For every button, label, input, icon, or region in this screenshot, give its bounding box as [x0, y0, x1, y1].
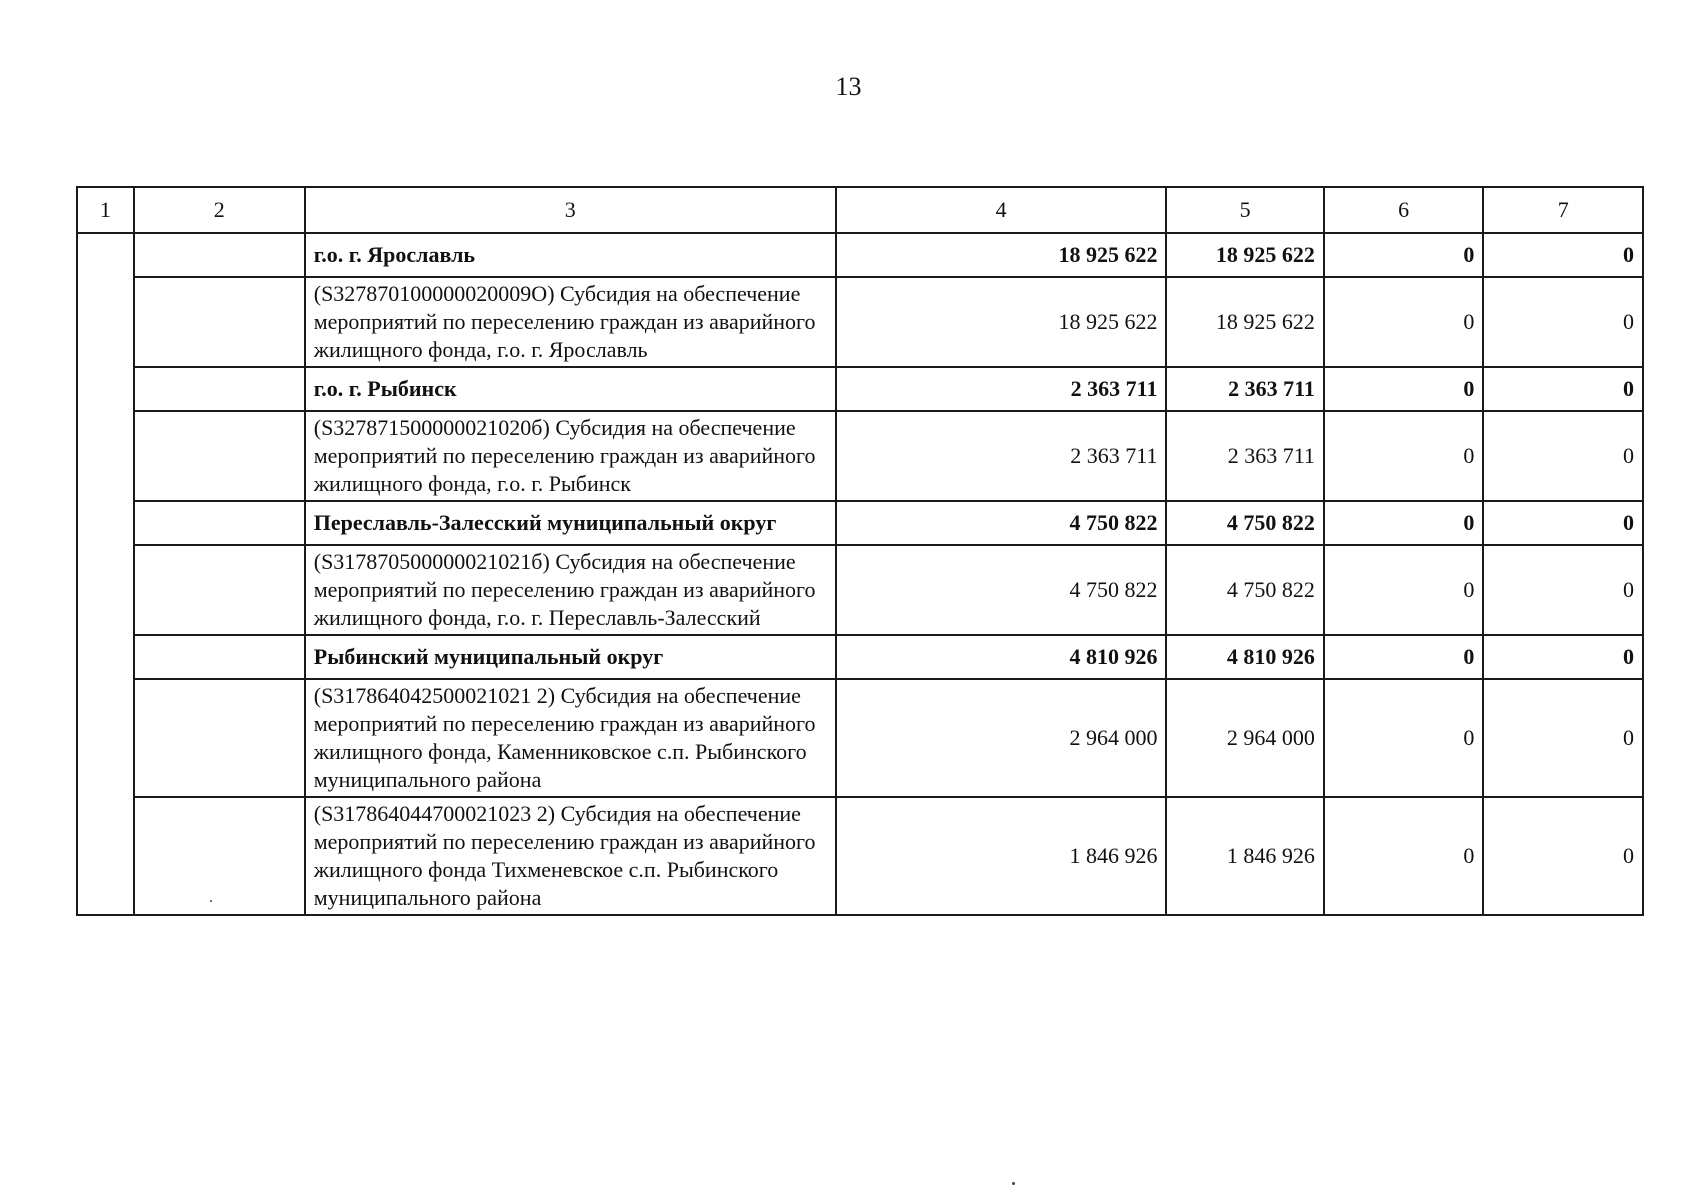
table-row: [77, 679, 1643, 797]
column-header-6: 6: [1324, 187, 1484, 233]
column-header-3: 3: [305, 187, 836, 233]
value-col6: 0: [1324, 501, 1484, 545]
value-col5: 18 925 622: [1166, 277, 1323, 367]
item-description: (S317864044700021023 2) Субсидия на обеспечение мероприятий по переселению граждан из аварийного жилищного фонда Тихменевское с.п. Рыбинского муниципального района: [305, 797, 836, 915]
table-row: [77, 367, 1643, 411]
group-name: г.о. г. Рыбинск: [305, 367, 836, 411]
column-2-cell: [134, 501, 305, 545]
value-col5: 1 846 926: [1166, 797, 1323, 915]
scan-speck: [210, 900, 212, 902]
column-header-4: 4: [836, 187, 1167, 233]
column-2-cell: [134, 367, 305, 411]
value-col5: 4 810 926: [1166, 635, 1323, 679]
value-col7: 0: [1483, 797, 1643, 915]
value-col4: 1 846 926: [836, 797, 1167, 915]
value-col6: 0: [1324, 679, 1484, 797]
value-col6: 0: [1324, 233, 1484, 277]
column-2-cell: [134, 797, 305, 915]
group-name: г.о. г. Ярославль: [305, 233, 836, 277]
table-row: [77, 635, 1643, 679]
value-col6: 0: [1324, 797, 1484, 915]
column-header-2: 2: [134, 187, 305, 233]
column-header-1: 1: [77, 187, 134, 233]
value-col7: 0: [1483, 367, 1643, 411]
table-row: [77, 797, 1643, 915]
budget-table: [76, 186, 1644, 916]
value-col6: 0: [1324, 411, 1484, 501]
item-description: (S327871500000021020б) Субсидия на обеспечение мероприятий по переселению граждан из аварийного жилищного фонда, г.о. г. Рыбинск: [305, 411, 836, 501]
value-col5: 2 363 711: [1166, 367, 1323, 411]
column-2-cell: [134, 411, 305, 501]
value-col5: 2 964 000: [1166, 679, 1323, 797]
group-name: Рыбинский муниципальный округ: [305, 635, 836, 679]
table-row: [77, 501, 1643, 545]
value-col4: 2 363 711: [836, 367, 1167, 411]
value-col5: 18 925 622: [1166, 233, 1323, 277]
value-col7: 0: [1483, 233, 1643, 277]
item-description: (S327870100000020009O) Субсидия на обеспечение мероприятий по переселению граждан из аварийного жилищного фонда, г.о. г. Ярославль: [305, 277, 836, 367]
value-col4: 18 925 622: [836, 233, 1167, 277]
value-col7: 0: [1483, 501, 1643, 545]
column-2-cell: [134, 233, 305, 277]
value-col6: 0: [1324, 635, 1484, 679]
column-2-cell: [134, 277, 305, 367]
table-row: [77, 233, 1643, 277]
value-col5: 4 750 822: [1166, 545, 1323, 635]
item-description: (S317870500000021021б) Субсидия на обеспечение мероприятий по переселению граждан из аварийного жилищного фонда, г.о. г. Переславль-Залесский: [305, 545, 836, 635]
column-header-5: 5: [1166, 187, 1323, 233]
value-col4: 2 964 000: [836, 679, 1167, 797]
value-col7: 0: [1483, 635, 1643, 679]
item-description: (S317864042500021021 2) Субсидия на обеспечение мероприятий по переселению граждан из аварийного жилищного фонда, Каменниковское с.п. Рыбинского муниципального района: [305, 679, 836, 797]
value-col4: 4 750 822: [836, 501, 1167, 545]
value-col7: 0: [1483, 411, 1643, 501]
page-number: 13: [835, 72, 862, 101]
table-row: [77, 277, 1643, 367]
table-row: [77, 545, 1643, 635]
value-col7: 0: [1483, 277, 1643, 367]
value-col5: 4 750 822: [1166, 501, 1323, 545]
group-name: Переславль-Залесский муниципальный округ: [305, 501, 836, 545]
scan-speck: [1012, 1182, 1015, 1185]
value-col4: 4 750 822: [836, 545, 1167, 635]
value-col6: 0: [1324, 277, 1484, 367]
column-header-7: 7: [1483, 187, 1643, 233]
value-col4: 2 363 711: [836, 411, 1167, 501]
value-col4: 4 810 926: [836, 635, 1167, 679]
column-2-cell: [134, 679, 305, 797]
column-2-cell: [134, 635, 305, 679]
column-1-cell: [77, 233, 134, 915]
value-col5: 2 363 711: [1166, 411, 1323, 501]
value-col6: 0: [1324, 367, 1484, 411]
value-col7: 0: [1483, 545, 1643, 635]
value-col6: 0: [1324, 545, 1484, 635]
value-col4: 18 925 622: [836, 277, 1167, 367]
table-row: [77, 411, 1643, 501]
value-col7: 0: [1483, 679, 1643, 797]
column-2-cell: [134, 545, 305, 635]
header-row: [77, 187, 1643, 233]
